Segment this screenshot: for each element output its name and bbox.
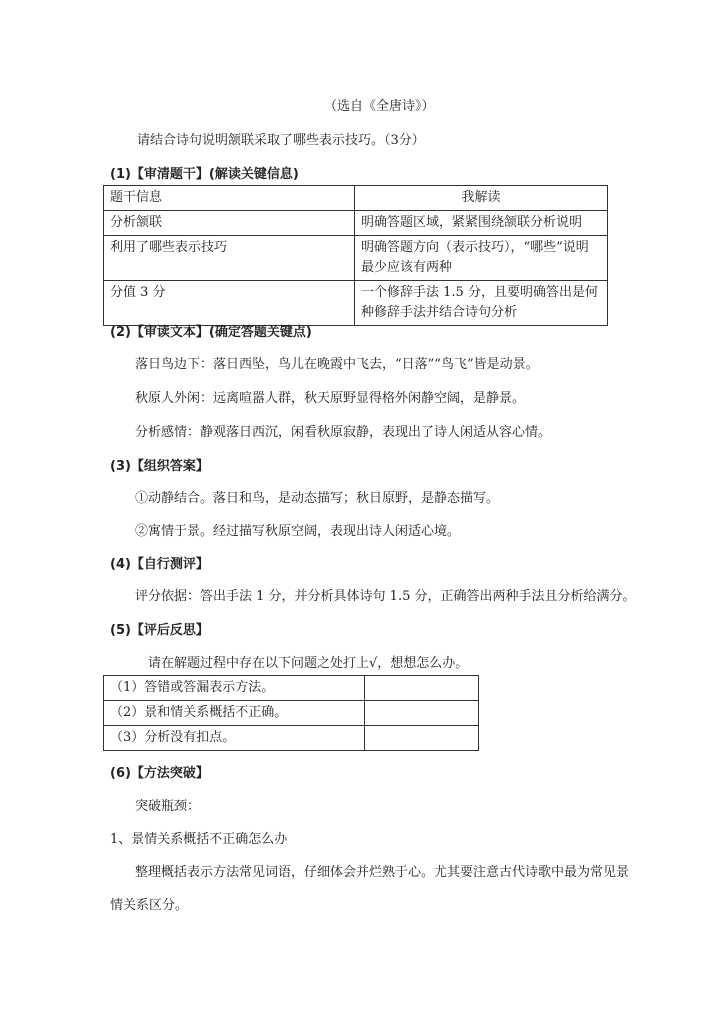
section-heading-3: (3)【组织答案】	[110, 459, 209, 474]
table-row	[104, 701, 479, 726]
analysis-line: 落日鸟边下：落日西坠，鸟儿在晚霞中飞去，“日落”“鸟飞”皆是动景。	[135, 357, 539, 372]
table-cell: （2）景和情关系概括不正确。	[104, 701, 365, 726]
section-heading-4: (4)【自行测评】	[110, 557, 209, 572]
reflection-intro: 请在解题过程中存在以下问题之处打上√，想想怎么办。	[148, 656, 469, 671]
table-row	[104, 211, 608, 236]
item-heading: 1、景情关系概括不正确怎么办	[110, 832, 288, 847]
checkbox-cell[interactable]	[365, 701, 479, 726]
item-text: 整理概括表示方法常见词语，仔细体会并烂熟于心。尤其要注意古代诗歌中最为常见景	[135, 865, 630, 880]
answer-line: ①动静结合。落日和鸟，是动态描写；秋日原野，是静态描写。	[135, 491, 500, 506]
breakthrough-label: 突破瓶颈：	[135, 799, 201, 814]
table-row	[104, 281, 608, 326]
checkbox-cell[interactable]	[365, 676, 479, 701]
item-text: 情关系区分。	[110, 898, 189, 913]
table-cell: 利用了哪些表示技巧	[104, 236, 355, 281]
table-cell: 一个修辞手法 1.5 分，且要明确答出是何种修辞手法并结合诗句分析	[355, 281, 608, 326]
evaluation-text: 评分依据：答出手法 1 分，并分析具体诗句 1.5 分，正确答出两种手法且分析给满分。	[135, 589, 636, 604]
section-heading-5: (5)【评后反思】	[110, 623, 209, 638]
table-row	[104, 726, 479, 751]
table-header-row	[104, 186, 608, 211]
question-text: 请结合诗句说明颔联采取了哪些表示技巧。（3分）	[137, 133, 425, 148]
table-header-cell: 题干信息	[104, 186, 355, 211]
analysis-line: 秋原人外闲：远离喧嚣人群，秋天原野显得格外闲静空阔，是静景。	[135, 391, 526, 406]
section-heading-2: (2)【审读文本】(确定答题关键点)	[110, 325, 312, 340]
table-row	[104, 236, 608, 281]
section-heading-1: (1)【审清题干】(解读关键信息)	[110, 167, 299, 182]
analysis-table	[103, 185, 608, 326]
checkbox-cell[interactable]	[365, 726, 479, 751]
table-cell: 明确答题方向（表示技巧），“哪些”说明最少应该有两种	[355, 236, 608, 281]
table-cell: 明确答题区域，紧紧围绕颔联分析说明	[355, 211, 608, 236]
table-row	[104, 676, 479, 701]
section-heading-6: (6)【方法突破】	[110, 766, 209, 781]
analysis-line: 分析感情：静观落日西沉，闲看秋原寂静，表现出了诗人闲适从容心情。	[135, 425, 552, 440]
reflection-table	[103, 675, 479, 751]
source-note: （选自《全唐诗》）	[324, 99, 435, 114]
answer-line: ②寓情于景。经过描写秋原空阔，表现出诗人闲适心境。	[135, 524, 461, 539]
table-cell: （1）答错或答漏表示方法。	[104, 676, 365, 701]
table-header-cell: 我解读	[355, 186, 608, 211]
table-cell: （3）分析没有扣点。	[104, 726, 365, 751]
table-cell: 分值 3 分	[104, 281, 355, 326]
table-cell: 分析颔联	[104, 211, 355, 236]
